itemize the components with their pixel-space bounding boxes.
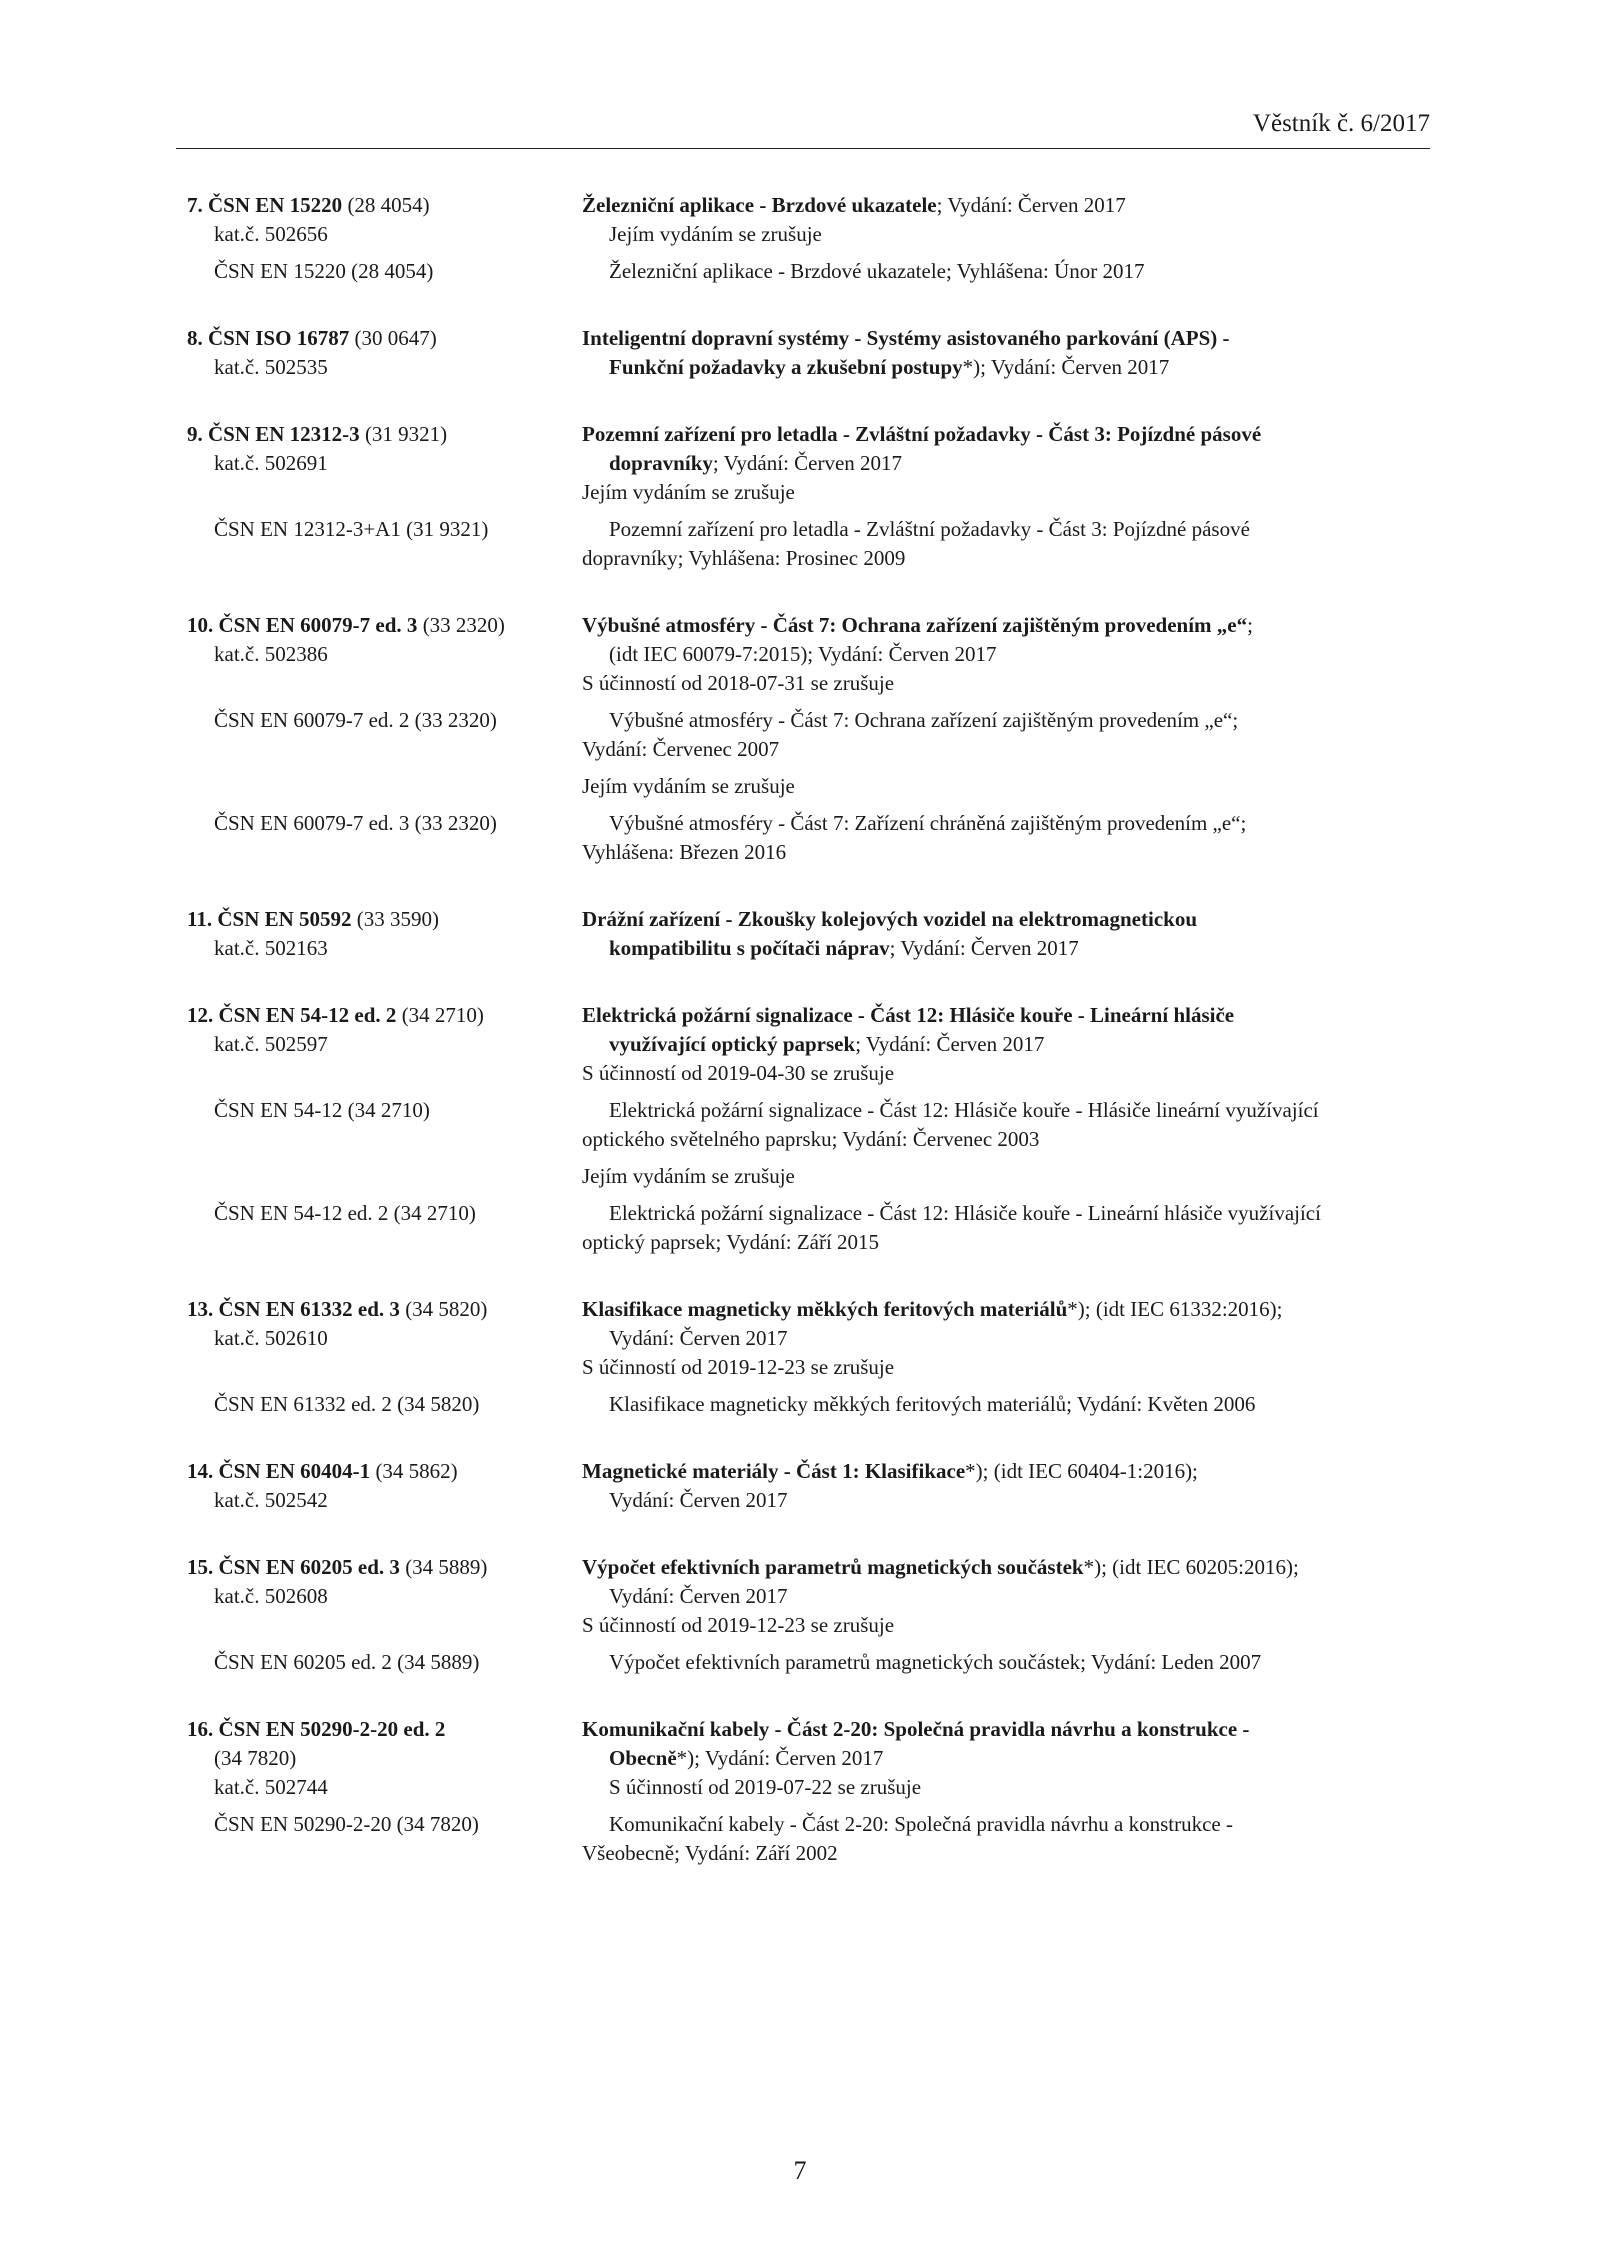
entry-number: 11.	[187, 907, 213, 931]
classification-code: (30 0647)	[349, 326, 437, 350]
issue-info: (idt IEC 60079-7:2015); Vydání: Červen 2017	[609, 642, 997, 666]
catalog-number: kat.č. 502386	[214, 642, 328, 666]
standard-title: Výpočet efektivních parametrů magnetických součástek	[582, 1555, 1084, 1579]
title-suffix: *); (idt IEC 60205:2016);	[1083, 1555, 1299, 1579]
title-suffix: *); (idt IEC 61332:2016);	[1067, 1297, 1283, 1321]
replaced-standard-title: Železniční aplikace - Brzdové ukazatele; Vyhlášena: Únor 2017	[609, 259, 1145, 283]
effective-date-note: S účinností od 2019-12-23 se zrušuje	[582, 1355, 895, 1379]
entry-number: 7.	[187, 193, 203, 217]
replaced-standard-title: Klasifikace magneticky měkkých feritových materiálů; Vydání: Květen 2006	[609, 1392, 1256, 1416]
replaced-standard-title-cont: optický paprsek; Vydání: Září 2015	[582, 1230, 880, 1254]
catalog-number: kat.č. 502744	[214, 1775, 328, 1799]
standard-designation: ČSN ISO 16787	[208, 326, 350, 350]
replaced-standard-title-cont: Všeobecně; Vydání: Září 2002	[582, 1841, 838, 1865]
standard-title: Komunikační kabely - Část 2-20: Společná pravidla návrhu a konstrukce -	[582, 1717, 1250, 1741]
standard-entry-9	[187, 420, 1437, 573]
issue-info: *); Vydání: Červen 2017	[962, 355, 1170, 379]
issue-info: Vydání: Červen 2017	[609, 1326, 788, 1350]
replaced-standard-title-cont: Vydání: Červenec 2007	[582, 737, 780, 761]
issue-info: Vydání: Červen 2017	[609, 1584, 788, 1608]
entry-number: 15.	[187, 1555, 214, 1579]
issue-info: ; Vydání: Červen 2017	[712, 451, 903, 475]
replaced-standard-title: Výbušné atmosféry - Část 7: Ochrana zařízení zajištěným provedením „e“;	[609, 708, 1239, 732]
entry-number: 13.	[187, 1297, 214, 1321]
standard-designation: ČSN EN 61332 ed. 3	[218, 1297, 400, 1321]
standard-title: Inteligentní dopravní systémy - Systémy asistovaného parkování (APS) -	[582, 326, 1230, 350]
effective-date-note: S účinností od 2018-07-31 se zrušuje	[582, 671, 895, 695]
classification-code: (28 4054)	[342, 193, 430, 217]
replaced-standard-title: Výpočet efektivních parametrů magnetických součástek; Vydání: Leden 2007	[609, 1650, 1262, 1674]
standard-title: Elektrická požární signalizace - Část 12: Hlásiče kouře - Lineární hlásiče	[582, 1003, 1235, 1027]
classification-code: (33 3590)	[351, 907, 440, 931]
withdrawal-note: Jejím vydáním se zrušuje	[582, 480, 795, 504]
catalog-number: kat.č. 502597	[214, 1032, 328, 1056]
catalog-number: kat.č. 502608	[214, 1584, 328, 1608]
journal-title: Věstník č. 6/2017	[1252, 110, 1430, 137]
issue-info: ; Vydání: Červen 2017	[855, 1032, 1045, 1056]
replaced-standard-title: Pozemní zařízení pro letadla - Zvláštní požadavky - Část 3: Pojízdné pásové	[609, 517, 1250, 541]
standard-entry-10	[187, 611, 1437, 867]
standard-entry-12	[187, 1001, 1437, 1257]
replaced-standard-title-cont: optického světelného paprsku; Vydání: Červenec 2003	[582, 1127, 1040, 1151]
issue-info: ; Vydání: Červen 2017	[889, 936, 1079, 960]
effective-date-note: S účinností od 2019-07-22 se zrušuje	[609, 1775, 922, 1799]
catalog-number: kat.č. 502610	[214, 1326, 328, 1350]
classification-code: (33 2320)	[417, 613, 505, 637]
replaced-standard: ČSN EN 54-12 ed. 2 (34 2710)	[214, 1201, 476, 1225]
entry-number: 12.	[187, 1003, 214, 1027]
classification-code: (31 9321)	[359, 422, 448, 446]
catalog-number: kat.č. 502656	[214, 222, 328, 246]
standard-title-cont: kompatibilitu s počítači náprav	[609, 936, 890, 960]
standard-designation: ČSN EN 60205 ed. 3	[218, 1555, 400, 1579]
replaced-standard: ČSN EN 60205 ed. 2 (34 5889)	[214, 1650, 480, 1674]
replaced-standard-title-cont: dopravníky; Vyhlášena: Prosinec 2009	[582, 546, 906, 570]
replaced-standard: ČSN EN 15220 (28 4054)	[214, 259, 434, 283]
withdrawal-note: Jejím vydáním se zrušuje	[609, 222, 822, 246]
page-number: 7	[793, 2156, 807, 2185]
standard-designation: ČSN EN 60079-7 ed. 3	[218, 613, 418, 637]
standard-designation: ČSN EN 54-12 ed. 2	[218, 1003, 397, 1027]
replaced-standard-title: Elektrická požární signalizace - Část 12: Hlásiče kouře - Lineární hlásiče využívající	[609, 1201, 1321, 1225]
catalog-number: kat.č. 502163	[214, 936, 328, 960]
standard-designation: ČSN EN 50592	[217, 907, 352, 931]
entry-number: 8.	[187, 326, 203, 350]
issue-info: ; Vydání: Červen 2017	[936, 193, 1126, 217]
catalog-number: kat.č. 502535	[214, 355, 328, 379]
replaced-standard-title: Komunikační kabely - Část 2-20: Společná pravidla návrhu a konstrukce -	[609, 1812, 1233, 1836]
standard-title: Magnetické materiály - Část 1: Klasifikace	[582, 1459, 966, 1483]
standard-title: Pozemní zařízení pro letadla - Zvláštní požadavky - Část 3: Pojízdné pásové	[582, 422, 1262, 446]
standard-designation: ČSN EN 15220	[208, 193, 343, 217]
replaced-standard: ČSN EN 60079-7 ed. 2 (33 2320)	[214, 708, 497, 732]
classification-code: (34 5820)	[399, 1297, 488, 1321]
effective-date-note: S účinností od 2019-12-23 se zrušuje	[582, 1613, 895, 1637]
standard-entry-7	[187, 191, 1437, 286]
standard-title: Drážní zařízení - Zkoušky kolejových vozidel na elektromagnetickou	[582, 907, 1197, 931]
effective-date-note: S účinností od 2019-04-30 se zrušuje	[582, 1061, 895, 1085]
standard-title-cont: dopravníky	[609, 451, 713, 475]
standard-entry-8	[187, 324, 1437, 382]
standard-entry-16	[187, 1715, 1437, 1868]
standard-title: Klasifikace magneticky měkkých feritových materiálů	[582, 1297, 1068, 1321]
standard-title-cont: Funkční požadavky a zkušební postupy	[609, 355, 963, 379]
withdrawal-note: Jejím vydáním se zrušuje	[582, 774, 795, 798]
replaced-standard: ČSN EN 12312-3+A1 (31 9321)	[214, 517, 489, 541]
entry-number: 10.	[187, 613, 214, 637]
standard-title-cont: využívající optický paprsek	[609, 1032, 856, 1056]
catalog-number: kat.č. 502691	[214, 451, 328, 475]
title-punctuation: ;	[1247, 613, 1253, 637]
replaced-standard-title: Výbušné atmosféry - Část 7: Zařízení chráněná zajištěným provedením „e“;	[609, 811, 1247, 835]
issue-info: *); Vydání: Červen 2017	[676, 1746, 884, 1770]
classification-code: (34 2710)	[396, 1003, 484, 1027]
withdrawal-note: Jejím vydáním se zrušuje	[582, 1164, 795, 1188]
standard-title: Železniční aplikace - Brzdové ukazatele	[582, 193, 937, 217]
page-header	[176, 108, 1430, 149]
entry-number: 14.	[187, 1459, 214, 1483]
standards-list	[187, 191, 1437, 1906]
issue-info: Vydání: Červen 2017	[609, 1488, 788, 1512]
classification-code: (34 7820)	[214, 1746, 297, 1770]
replaced-standard: ČSN EN 61332 ed. 2 (34 5820)	[214, 1392, 480, 1416]
title-suffix: *); (idt IEC 60404-1:2016);	[965, 1459, 1198, 1483]
classification-code: (34 5889)	[399, 1555, 488, 1579]
replaced-standard-title-cont: Vyhlášena: Březen 2016	[582, 840, 787, 864]
replaced-standard-title: Elektrická požární signalizace - Část 12: Hlásiče kouře - Hlásiče lineární využívající	[609, 1098, 1319, 1122]
standard-entry-13	[187, 1295, 1437, 1419]
standard-entry-14	[187, 1457, 1437, 1515]
catalog-number: kat.č. 502542	[214, 1488, 328, 1512]
replaced-standard: ČSN EN 50290-2-20 (34 7820)	[214, 1812, 479, 1836]
standard-designation: ČSN EN 50290-2-20 ed. 2	[218, 1717, 446, 1741]
replaced-standard: ČSN EN 60079-7 ed. 3 (33 2320)	[214, 811, 497, 835]
standard-title-cont: Obecně	[609, 1746, 677, 1770]
standard-designation: ČSN EN 12312-3	[208, 422, 360, 446]
entry-number: 16.	[187, 1717, 214, 1741]
entry-number: 9.	[187, 422, 203, 446]
standard-entry-11	[187, 905, 1437, 963]
replaced-standard: ČSN EN 54-12 (34 2710)	[214, 1098, 430, 1122]
standard-title: Výbušné atmosféry - Část 7: Ochrana zařízení zajištěným provedením „e“	[582, 613, 1248, 637]
standard-entry-15	[187, 1553, 1437, 1677]
classification-code: (34 5862)	[370, 1459, 458, 1483]
standard-designation: ČSN EN 60404-1	[218, 1459, 371, 1483]
